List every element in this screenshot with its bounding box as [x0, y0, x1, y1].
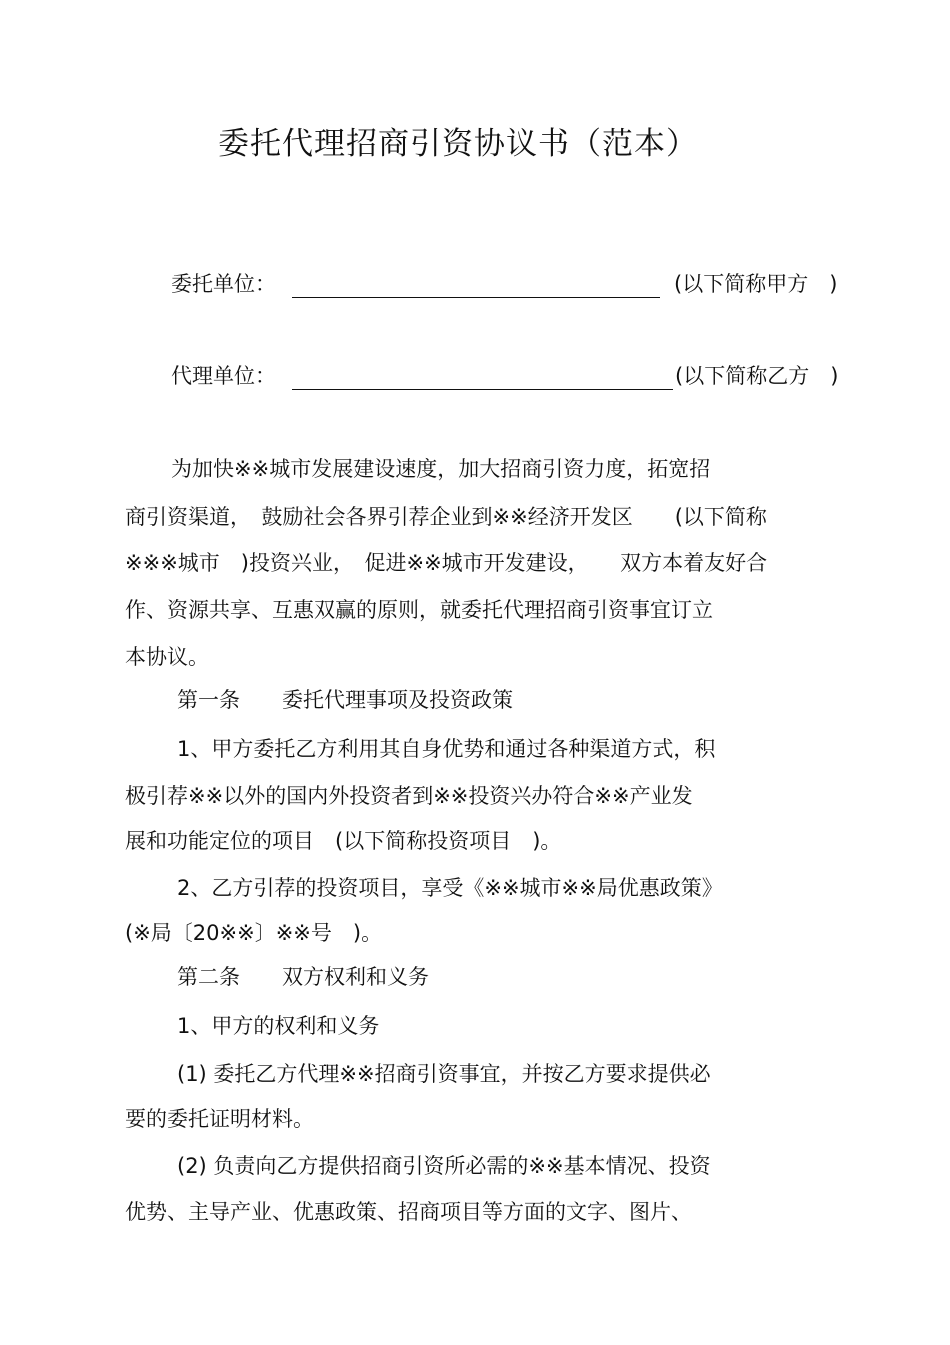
- body-line: 极引荐※※以外的国内外投资者到※※投资兴办符合※※产业发: [125, 784, 693, 808]
- party-label: 委托单位：: [171, 272, 276, 296]
- body-line: 为加快※※城市发展建设速度，加大招商引资力度，拓宽招: [171, 457, 711, 481]
- fill-in-blank: [292, 367, 673, 390]
- article-heading: 第一条 委托代理事项及投资政策: [177, 688, 513, 712]
- body-line: 商引资渠道， 鼓励社会各界引荐企业到※※经济开发区 (以下简称: [125, 505, 767, 529]
- body-line: 优势、主导产业、优惠政策、招商项目等方面的文字、图片、: [125, 1200, 692, 1224]
- body-line: 1、甲方的权利和义务: [177, 1014, 380, 1038]
- party-suffix: (以下简称甲方 ): [674, 272, 838, 296]
- body-line: 展和功能定位的项目 (以下简称投资项目 )。: [125, 829, 562, 853]
- party-line-entrusting: [171, 268, 837, 298]
- fill-in-blank: [292, 275, 660, 298]
- body-line: 本协议。: [125, 645, 209, 669]
- body-line: (1) 委托乙方代理※※招商引资事宜，并按乙方要求提供必: [177, 1062, 711, 1086]
- body-line: 要的委托证明材料。: [125, 1107, 314, 1131]
- body-line: (2) 负责向乙方提供招商引资所必需的※※基本情况、投资: [177, 1154, 711, 1178]
- article-heading: 第二条 双方权利和义务: [177, 965, 429, 989]
- body-line: ※※※城市 )投资兴业， 促进※※城市开发建设， 双方本着友好合: [125, 551, 768, 575]
- party-label: 代理单位：: [171, 364, 276, 388]
- body-line: (※局〔20※※〕※※号 )。: [125, 921, 383, 945]
- document-title: 委托代理招商引资协议书（范本）: [218, 126, 698, 162]
- party-line-agent: [171, 360, 838, 390]
- body-line: 1、甲方委托乙方利用其自身优势和通过各种渠道方式，积: [177, 737, 716, 761]
- party-suffix: (以下简称乙方 ): [675, 364, 839, 388]
- body-line: 作、资源共享、互惠双赢的原则，就委托代理招商引资事宜订立: [125, 598, 713, 622]
- body-line: 2、乙方引荐的投资项目，享受《※※城市※※局优惠政策》: [177, 876, 723, 900]
